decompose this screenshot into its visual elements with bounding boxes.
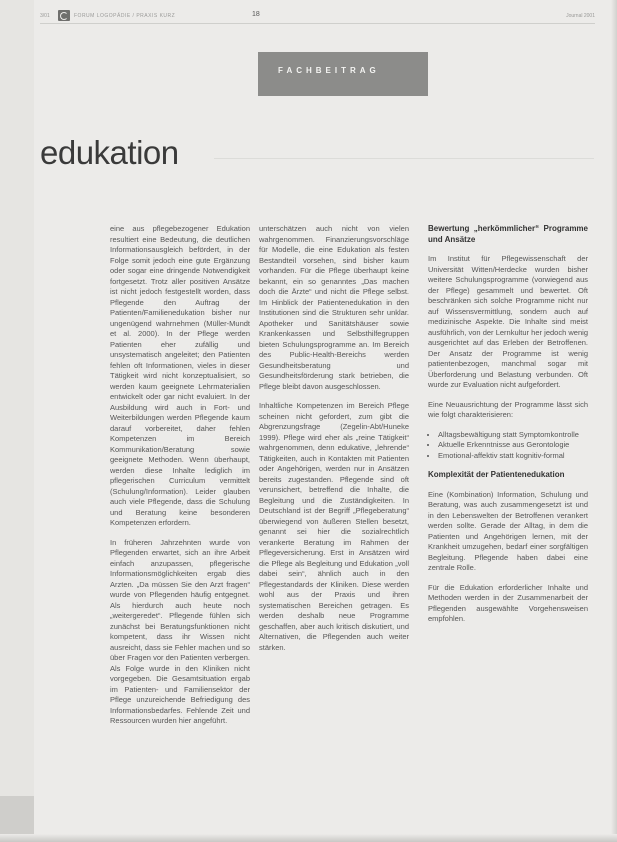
- header-magazine: FORUM LOGOPÄDIE / PRAXIS KURZ: [74, 13, 176, 19]
- header-issue: 3/01: [40, 13, 50, 19]
- page-number: 18: [252, 11, 260, 18]
- subheading: Komplexität der Patientenedukation: [428, 470, 565, 479]
- paragraph: unterschätzen auch nicht von vielen wahrgenommen. Finanzierungsvorschläge für Modelle, die eine Edukation als festen Bestandteil vorsehen, sind bisher kaum vorhanden. Für die Pflege überhaupt keine bekannt, ein so genanntes „Das machen doch die Ärzte“ und nicht die Pflege selbst. Im Hinblick der Patientenedukation in den Institutionen sind die Strukturen sehr unklar. Apotheker und Sanitätshäuser sowie Krankenkassen und Selbsthilfegruppen bieten Schulungsprogramme an. Im Bereich des Public-Health-Bereichs werden Gesundheitsberatung und Gesundheitsförderung stark betrieben, die Pflege bleibt davon ausgeschlossen.: [259, 224, 409, 391]
- paragraph: Eine (Kombination) Information, Schulung und Beratung, was auch zusammengesetzt ist und in den Lebenswelten der Betroffenen verankert werden sollte. Gerade der Alltag, in dem die Patienten und Angehörigen lernen, mit der Krankheit umzugehen, bedarf einer sorgfältigen Begleitung. Pflegende haben dabei eine zentrale Rolle.: [428, 489, 588, 572]
- running-header: [40, 10, 595, 24]
- text-column-3: [428, 224, 588, 634]
- text-column-1: [110, 224, 250, 736]
- header-rule: [40, 23, 595, 24]
- subheading: Bewertung „herkömmlicher“ Programme und Ansätze: [428, 224, 588, 244]
- section-band: [258, 52, 428, 96]
- paragraph: eine aus pflegebezogener Edukation resultiert eine Bedeutung, die deutlichen Informationsausgleich befördert, in der Folge somit jedoch eine gute Ergänzung oder sogar eine dringende Notwendigkeit fortgesetzt. Trotz aller positiven Ansätze ist nicht jedoch festgestellt worden, dass Pflegende den Auftrag der Patienten/Familienedukation bisher nur ungenügend wahrnehmen (Müller-Mundt et al. 2000). In der Pflege werden Patienten eher zufällig und unsystematisch angeleitet; den Patienten fehlen oft Informationen, vieles in dieser Tätigkeit wird nicht konzeptualisiert, so werden kaum geeignete Lehrmaterialien entwickelt oder gar nicht evaluiert. In der Ausbildung wird auch in Fort- und Weiterbildungen werden Pflegende kaum darauf vorbereitet, daher fehlen Kompetenzen im Bereich Kommunikation/Beratung sowie geeignete Methoden. Wenn überhaupt, werden diese Inhalte lediglich im pflegerischen Curriculum vermittelt (Schulung/Information). Leider glauben auch viele Pflegende, dass die Schulung und Beratung keine besonderen Kompetenzen erfordern.: [110, 224, 250, 527]
- page-bottom-edge: [0, 834, 617, 842]
- paragraph: Inhaltliche Kompetenzen im Bereich Pflege scheinen nicht gefordert, zum gibt die Abgrenzungsfrage (Zegelin-Abt/Huneke 1999). Pflege wird eher als „reine Tätigkeit“ wahrgenommen, denn edukative, „lehrende“ Tätigkeiten, auch in Kontakten mit Patienten oder Angehörigen, werden nur in Ansätzen bereits zugestanden. Pflegende sind oft verunsichert, betreffend die Inhalte, die Begleitung und die Zuständigkeiten. In Deutschland ist der Begriff „Pflegeberatung“ überwiegend von äußeren Stellen besetzt, genannt sei hier die sozialrechtlich verankerte Beratung im Rahmen der Pflegeversicherung. Erst in Ansätzen wird die Pflege als Begleitung und Edukation „voll dabei sein“, ähnlich auch in den Pflegestandards der Kliniken. Diese werden wohl aus der Praxis und ihren systematischen Bereichen getragen. Es werden deshalb neue Programme geschaffen, aber auch kritisch diskutiert, und Alternativen, die Pflegenden auch weiter stärken.: [259, 401, 409, 652]
- text-column-2: [259, 224, 409, 662]
- page-edge-shadow: [611, 0, 617, 842]
- section-label: FACHBEITRAG: [278, 66, 380, 75]
- paragraph: Im Institut für Pflegewissenschaft der Universität Witten/Herdecke wurden bisher weitere Schulungsprogramme (vorwiegend aus der Pflege) gesammelt und bewertet. Oft beschränken sich solche Programme nicht nur auf Wissensvermittlung, sondern auch auf medizinische Aspekte. Die Inhalte sind meist ausführlich, von der Lernkultur her jedoch wenig ausgerichtet auf das Erleben der Betroffenen. Der Ansatz der Programme ist wenig patientenbezogen, manchmal sogar mit Überforderung und Belastung verbunden. Oft wurde zur Evaluation nicht aufgefordert.: [428, 254, 588, 389]
- list-item: • Aktuelle Erkenntnisse aus Gerontologie: [438, 440, 588, 451]
- list-item: • Emotional-affektiv statt kognitiv-formal: [438, 451, 588, 462]
- paragraph: In früheren Jahrzehnten wurde von Pflegenden erwartet, sich an ihre Arbeit einfach anzupassen, pflegerische Informationsmöglichkeiten ergab dies Arzten. „Da müssen Sie den Arzt fragen“ wurde von Pflegenden häufig entgegnet. Als hierdurch auch heute noch „weitergeredet“. Pflegende fühlen sich zunächst bei Beratungsfunktionen nicht kompetent, dass ihr Wissen nicht ausreicht, dass sie Fehler machen und so über Fragen vor den Patienten verbergen. Als Folge wurde in den Kliniken nicht vorgegeben. Die Gesamtsituation ergab im Patienten- und Familiensektor der Pflege unzureichende Befriedigung des Informationsbedarfes. Fehlende Zeit und Ressourcen wurden hier angeführt.: [110, 537, 250, 725]
- paragraph: Für die Edukation erforderlicher Inhalte und Methoden werden in der Zusammenarbeit der Pflegenden ausgewählte Vorgehensweisen empfohlen.: [428, 582, 588, 623]
- magazine-logo-icon: [58, 10, 70, 21]
- page-binding-margin: [0, 0, 34, 842]
- article-title: edukation: [40, 134, 179, 171]
- header-right: Journal 2001: [566, 13, 595, 19]
- title-rule: [214, 158, 594, 159]
- paragraph: Eine Neuausrichtung der Programme lässt sich wie folgt charakterisieren:: [428, 399, 588, 419]
- bullet-list: [428, 430, 588, 462]
- list-item: • Alltagsbewältigung statt Symptomkontrolle: [438, 430, 588, 441]
